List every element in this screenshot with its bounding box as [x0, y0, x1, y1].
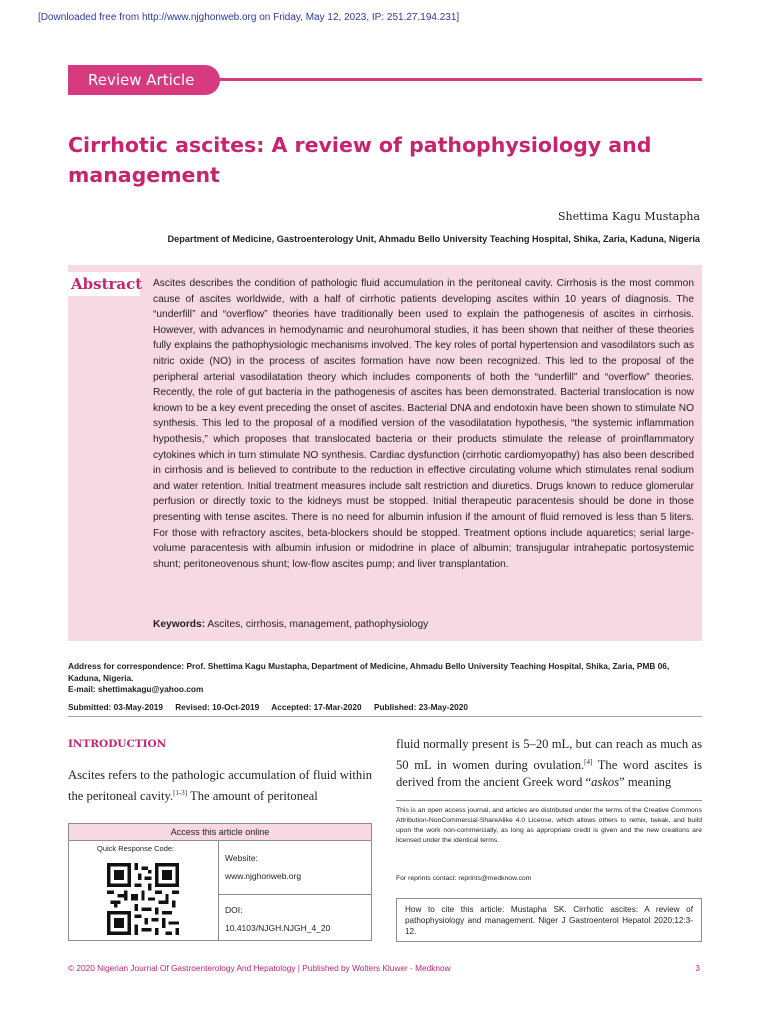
author-affiliation: Department of Medicine, Gastroenterology Unit, Ahmadu Bello University Teaching Hospital, Shika, Zaria, Kaduna, Nigeria: [167, 234, 700, 244]
keywords-list: Ascites, cirrhosis, management, pathophysiology: [207, 619, 429, 630]
date-published: Published: 23-May-2020: [373, 702, 469, 712]
intro-right-column: [396, 736, 702, 792]
license-text: This is an open access journal, and articles are distributed under the terms of the Creative Commons Attribution-NonCommercial-ShareAlike 4.0 License, which allows others to remix, tweak, and build upon the work non-commercially, as long as appropriate credit is given and the new creations are licensed under the identical terms.: [396, 807, 702, 844]
qr-label: Quick Response Code:: [97, 844, 175, 853]
intro-left-column: [68, 767, 372, 805]
date-submitted: Submitted: 03-May-2019: [68, 702, 163, 712]
correspondence-label: Address for correspondence:: [68, 661, 185, 671]
website-link[interactable]: www.njghonweb.org: [225, 871, 302, 881]
access-article-box: [68, 823, 372, 941]
article-type-badge: Review Article: [68, 65, 220, 95]
doi-value[interactable]: 10.4103/NJGH.NJGH_4_20: [225, 923, 331, 933]
intro-heading: INTRODUCTION: [68, 738, 167, 750]
reprints-contact[interactable]: For reprints contact: reprints@medknow.com: [396, 875, 532, 882]
intro-text: Ascites refers to the pathologic accumulation of fluid within the peritoneal cavity.: [68, 768, 372, 803]
date-revised: Revised: 10-Oct-2019: [175, 702, 260, 712]
article-title: Cirrhotic ascites: A review of pathophysiology and management: [68, 133, 652, 187]
journal-footer: © 2020 Nigerian Journal Of Gastroenterology And Hepatology | Published by Wolters Kluwer - Medknow: [68, 963, 451, 973]
license-rule: [396, 800, 702, 801]
qr-panel: [69, 841, 219, 940]
access-info-panel: [219, 841, 371, 940]
header-rule: [218, 78, 702, 81]
page-number: 3: [695, 963, 700, 973]
correspondence-address: Prof. Shettima Kagu Mustapha, Department of Medicine, Ahmadu Bello University Teaching Hospital, Shika, Zaria, PMB 06, Kaduna, Nigeria.: [68, 661, 670, 683]
author-name: Shettima Kagu Mustapha: [557, 210, 700, 223]
intro-text: The word ascites is derived from the ancient Greek word “: [396, 757, 703, 790]
date-accepted: Accepted: 17-Mar-2020: [271, 702, 362, 712]
intro-text: fluid normally present is 5–20 mL, but can reach as much as 50 mL in women during ovulation.: [396, 737, 702, 772]
citation-ref[interactable]: [4]: [584, 757, 593, 766]
abstract-label: Abstract: [68, 272, 140, 296]
correspondence-email[interactable]: E-mail: shettimakagu@yahoo.com: [68, 684, 204, 694]
intro-text: ” meaning: [619, 775, 672, 790]
citation-box: How to cite this article: Mustapha SK. Cirrhotic ascites: A review of pathophysiology and management. Niger J Gastroenterol Hepatol 2020;12:3-12.: [396, 898, 702, 942]
website-label: Website:: [225, 853, 258, 863]
intro-text: The amount of peritoneal: [187, 788, 318, 803]
correspondence: [68, 661, 702, 696]
section-divider: [68, 716, 702, 717]
doi-label: DOI:: [225, 905, 243, 915]
access-divider: [219, 894, 371, 895]
download-banner[interactable]: [Downloaded free from http://www.njghonweb.org on Friday, May 12, 2023, IP: 251.27.194.231]: [38, 12, 460, 23]
article-dates: [68, 702, 478, 712]
keywords-label: Keywords:: [153, 619, 206, 630]
qr-code-icon[interactable]: [107, 863, 179, 935]
abstract-text: Ascites describes the condition of pathologic fluid accumulation in the peritoneal cavity. Cirrhosis is the most common cause of ascites worldwide, with a half of cirrhotic patients developing ascites within 10 years of diagnosis. The “underfill” and “overflow” theories have traditionally been used to explain the pathogenesis of ascites in cirrhosis. However, with advances in hemodynamic and neurohumoral studies, it has been shown that neither of these theories fully explains the pathophysiologic mechanisms involved. The key roles of portal hypertension and vasodilators such as nitric oxide (NO) in the process of ascites formation have now been recognized. This led to the proposal of the peripheral arterial vasodilatation theory which includes components of both the “underfill” and “overflow” theories. Recently, the role of gut bacteria in the pathogenesis of ascites has been demonstrated. Bacterial translocation is now known to be a key event preceding the onset of ascites. Bacterial DNA and endotoxin have been shown to stimulate NO synthesis. This led to the proposal of a modified version of the vasodilatation hypothesis, “the systemic inflammation hypothesis,” which proposes that translocated bacteria or their products stimulate the release of proinflammatory cytokines which in turn stimulate NO synthesis. Cardiac dysfunction (cirrhotic cardiomyopathy) has also been described in cirrhosis and is believed to contribute to the reduction in effective circulating volume which stimulates renal sodium and water retention. Initial treatment measures include salt restriction and diuretics. Drugs known to reduce glomerular perfusion or directly toxic to the kidneys must be stopped. Initial therapeutic paracentesis should be done in those presenting with tense ascites. There is no need for albumin infusion if the amount of fluid removed is less than 5 liters. For those with refractory ascites, beta-blockers should be stopped. Treatment options include aquaretics; serial large-volume paracentesis with albumin infusion or midodrine in place of albumin; transjugular intrahepatic portosystemic shunt; peritoneovenous shunt; low-flow ascites pump; and liver transplantation.: [153, 278, 694, 570]
keywords: [153, 619, 428, 630]
access-heading: Access this article online: [69, 824, 371, 841]
citation-ref[interactable]: [1-3]: [173, 788, 188, 797]
greek-term: askos: [591, 775, 620, 790]
